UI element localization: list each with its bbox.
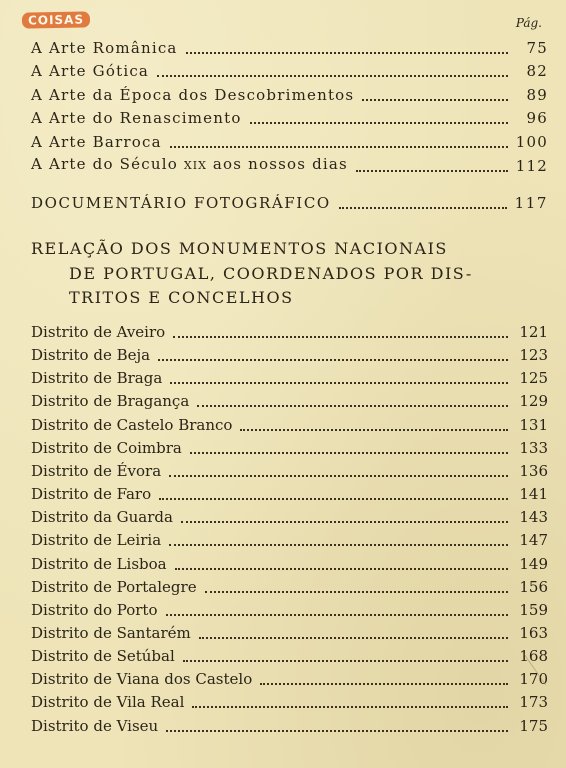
toc-entry-page: 89 bbox=[526, 86, 548, 104]
district-name: Distrito de Portalegre bbox=[31, 577, 197, 596]
district-entry bbox=[31, 506, 548, 528]
district-page: 156 bbox=[519, 577, 548, 596]
district-page: 175 bbox=[519, 716, 548, 735]
district-entry bbox=[31, 645, 548, 667]
district-entry bbox=[31, 460, 548, 482]
district-entry bbox=[31, 599, 548, 621]
district-entry bbox=[31, 367, 548, 389]
district-name: Distrito de Viseu bbox=[31, 716, 159, 735]
toc-entry-documentario bbox=[31, 192, 548, 214]
district-page: 173 bbox=[519, 693, 548, 712]
district-page: 133 bbox=[519, 438, 548, 457]
district-page: 131 bbox=[519, 415, 548, 434]
district-entry bbox=[31, 691, 548, 713]
dot-leader bbox=[181, 521, 508, 523]
district-entry bbox=[31, 414, 548, 436]
dot-leader bbox=[169, 475, 508, 477]
district-entry bbox=[31, 483, 548, 505]
toc-entry-arte-barroca bbox=[31, 131, 548, 153]
district-page: 141 bbox=[519, 485, 548, 503]
district-page: 123 bbox=[519, 346, 548, 365]
district-entry bbox=[31, 576, 548, 598]
toc-entry-arte-romanica bbox=[31, 37, 548, 59]
coisas-stamp: COISAS bbox=[22, 11, 90, 28]
district-name: Distrito de Viana dos Castelo bbox=[31, 670, 253, 689]
district-name: Distrito da Guarda bbox=[31, 508, 173, 527]
district-page: 163 bbox=[519, 624, 548, 642]
district-name: Distrito de Santarém bbox=[31, 624, 191, 642]
dot-leader bbox=[199, 637, 508, 639]
title-part: aos nossos dias bbox=[206, 155, 348, 173]
dot-leader bbox=[250, 122, 508, 124]
toc-entry-title: A Arte Barroca bbox=[31, 133, 162, 151]
toc-entry-title: A Arte Românica bbox=[31, 39, 178, 57]
district-page: 149 bbox=[519, 554, 548, 573]
toc-entry-page: 75 bbox=[526, 39, 548, 57]
district-entry bbox=[31, 668, 548, 690]
century-numeral: XIX bbox=[183, 159, 207, 172]
toc-entry-page: 100 bbox=[515, 133, 548, 151]
district-page: 170 bbox=[519, 670, 548, 689]
toc-entry-title: A Arte Gótica bbox=[31, 62, 150, 80]
district-entry bbox=[31, 529, 548, 551]
district-page: 159 bbox=[519, 600, 548, 619]
district-entry bbox=[31, 390, 548, 412]
dot-leader bbox=[192, 706, 508, 708]
dot-leader bbox=[166, 730, 508, 732]
toc-entry-arte-descobrimentos bbox=[31, 84, 548, 106]
dot-leader bbox=[157, 75, 508, 77]
dot-leader bbox=[173, 336, 508, 338]
toc-entry-title: A Arte do Renascimento bbox=[31, 109, 242, 127]
district-name: Distrito de Beja bbox=[31, 346, 151, 365]
district-entry bbox=[31, 622, 548, 644]
district-name: Distrito de Coimbra bbox=[31, 438, 182, 457]
section-heading-line-3: TRITOS E CONCELHOS bbox=[69, 288, 294, 307]
dot-leader bbox=[183, 660, 508, 662]
district-page: 125 bbox=[519, 369, 548, 388]
district-name: Distrito de Leiria bbox=[31, 531, 162, 550]
district-name: Distrito de Braga bbox=[31, 369, 163, 388]
district-page: 121 bbox=[519, 323, 548, 341]
district-page: 143 bbox=[519, 508, 548, 527]
district-entry bbox=[31, 321, 548, 343]
dot-leader bbox=[158, 359, 508, 361]
district-name: Distrito de Aveiro bbox=[31, 323, 166, 341]
toc-entry-page: 82 bbox=[526, 62, 548, 80]
district-name: Distrito de Évora bbox=[31, 461, 162, 480]
toc-entry-arte-gotica bbox=[31, 60, 548, 82]
district-name: Distrito de Lisboa bbox=[31, 554, 167, 573]
district-name: Distrito de Setúbal bbox=[31, 647, 175, 666]
dot-leader bbox=[159, 498, 508, 500]
dot-leader bbox=[197, 405, 508, 407]
toc-entry-title bbox=[31, 153, 348, 177]
district-name: Distrito de Castelo Branco bbox=[31, 415, 233, 434]
district-name: Distrito de Vila Real bbox=[31, 693, 185, 712]
district-page: 129 bbox=[519, 392, 548, 411]
toc-entry-page: 112 bbox=[515, 157, 548, 175]
dot-leader bbox=[170, 146, 508, 148]
dot-leader bbox=[166, 614, 509, 616]
dot-leader bbox=[339, 207, 507, 209]
district-entry bbox=[31, 553, 548, 575]
section-heading-line-1: RELAÇÃO DOS MONUMENTOS NACIONAIS bbox=[31, 239, 448, 258]
district-name: Distrito de Bragança bbox=[31, 392, 190, 411]
dot-leader bbox=[190, 452, 508, 454]
district-name: Distrito de Faro bbox=[31, 485, 152, 503]
dot-leader bbox=[205, 591, 508, 593]
district-page: 136 bbox=[519, 461, 548, 480]
dot-leader bbox=[362, 99, 508, 101]
toc-entry-title: A Arte da Época dos Descobrimentos bbox=[31, 86, 355, 104]
dot-leader bbox=[186, 52, 508, 54]
district-name: Distrito do Porto bbox=[31, 600, 158, 619]
page-column-label: Pág. bbox=[515, 16, 542, 30]
section-heading-line-2: DE PORTUGAL, COORDENADOS POR DIS- bbox=[69, 264, 473, 283]
dot-leader bbox=[240, 429, 508, 431]
toc-entry-page: 117 bbox=[514, 194, 548, 212]
district-entry bbox=[31, 715, 548, 737]
district-page: 168 bbox=[519, 647, 548, 666]
dot-leader bbox=[175, 568, 508, 570]
toc-entry-page: 96 bbox=[526, 109, 548, 127]
district-page: 147 bbox=[519, 531, 548, 550]
dot-leader bbox=[356, 170, 508, 172]
dot-leader bbox=[260, 683, 508, 685]
toc-entry-arte-seculo-xix bbox=[31, 155, 548, 177]
toc-entry-title: DOCUMENTÁRIO FOTOGRÁFICO bbox=[31, 194, 331, 212]
title-part: A Arte do Século bbox=[31, 155, 184, 173]
toc-entry-arte-renascimento bbox=[31, 107, 548, 129]
district-entry bbox=[31, 437, 548, 459]
dot-leader bbox=[170, 382, 508, 384]
district-entry bbox=[31, 344, 548, 366]
dot-leader bbox=[169, 544, 508, 546]
